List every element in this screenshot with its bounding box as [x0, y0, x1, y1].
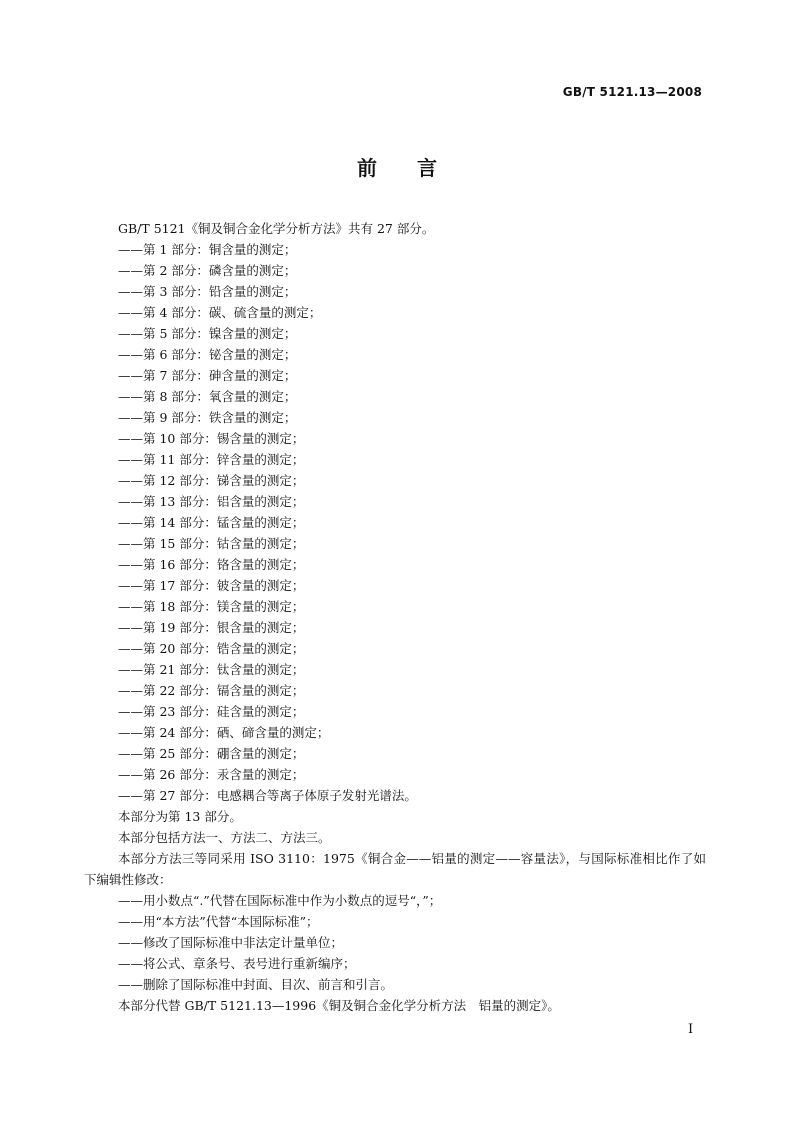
part-item: ——第 17 部分：铍含量的测定；	[118, 578, 305, 593]
modification-item: ——修改了国际标准中非法定计量单位；	[118, 935, 344, 950]
part-item: ——第 10 部分：锡含量的测定；	[118, 431, 305, 446]
part-item: ——第 22 部分：镉含量的测定；	[118, 683, 305, 698]
part-item: ——第 3 部分：铅含量的测定；	[118, 284, 297, 299]
part-item: ——第 13 部分：铝含量的测定；	[118, 494, 305, 509]
part-item: ——第 18 部分：镁含量的测定；	[118, 599, 305, 614]
part-item: ——第 24 部分：硒、碲含量的测定；	[118, 725, 330, 740]
part-item: ——第 19 部分：银含量的测定；	[118, 620, 305, 635]
parts-list	[84, 239, 706, 806]
intro-paragraph: GB/T 5121《铜及铜合金化学分析方法》共有 27 部分。	[118, 221, 435, 236]
part-item: ——第 26 部分：汞含量的测定；	[118, 767, 305, 782]
methods-statement: 本部分包括方法一、方法二、方法三。	[118, 830, 331, 845]
part-item: ——第 8 部分：氧含量的测定；	[118, 389, 297, 404]
part-item: ——第 25 部分：硼含量的测定；	[118, 746, 305, 761]
part-item: ——第 9 部分：铁含量的测定；	[118, 410, 297, 425]
part-item: ——第 16 部分：铬含量的测定；	[118, 557, 305, 572]
part-item: ——第 6 部分：铋含量的测定；	[118, 347, 297, 362]
modifications-list	[84, 890, 706, 995]
part-item: ——第 14 部分：锰含量的测定；	[118, 515, 305, 530]
part-item: ——第 27 部分：电感耦合等离子体原子发射光谱法。	[118, 788, 417, 803]
part-item: ——第 5 部分：镍含量的测定；	[118, 326, 297, 341]
part-item: ——第 11 部分：锌含量的测定；	[118, 452, 305, 467]
foreword-body	[84, 218, 706, 1016]
modification-item: ——将公式、章条号、表号进行重新编序；	[118, 956, 356, 971]
part-item: ——第 15 部分：钴含量的测定；	[118, 536, 305, 551]
modification-item: ——删除了国际标准中封面、目次、前言和引言。	[118, 977, 394, 992]
part-item: ——第 12 部分：锑含量的测定；	[118, 473, 305, 488]
page-title: 前 言	[357, 156, 437, 180]
part-item: ——第 1 部分：铜含量的测定；	[118, 242, 297, 257]
part-item: ——第 20 部分：锆含量的测定；	[118, 641, 305, 656]
replacement-statement: 本部分代替 GB/T 5121.13—1996《铜及铜合金化学分析方法 铝量的测定》。	[118, 998, 560, 1013]
equivalence-statement: 本部分方法三等同采用 ISO 3110：1975《铜合金——铝量的测定——容量法》，与国际标准相比作了如下编辑性修改：	[84, 851, 706, 887]
part-item: ——第 23 部分：硅含量的测定；	[118, 704, 305, 719]
page-number: I	[688, 1022, 694, 1037]
modification-item: ——用“本方法”代替“本国际标准”；	[118, 914, 319, 929]
part-statement: 本部分为第 13 部分。	[118, 809, 242, 824]
part-item: ——第 7 部分：砷含量的测定；	[118, 368, 297, 383]
part-item: ——第 2 部分：磷含量的测定；	[118, 263, 297, 278]
standard-code-header: GB/T 5121.13—2008	[562, 85, 702, 99]
modification-item: ——用小数点“.”代替在国际标准中作为小数点的逗号“，”；	[118, 893, 442, 908]
part-item: ——第 4 部分：碳、硫含量的测定；	[118, 305, 322, 320]
part-item: ——第 21 部分：钛含量的测定；	[118, 662, 305, 677]
